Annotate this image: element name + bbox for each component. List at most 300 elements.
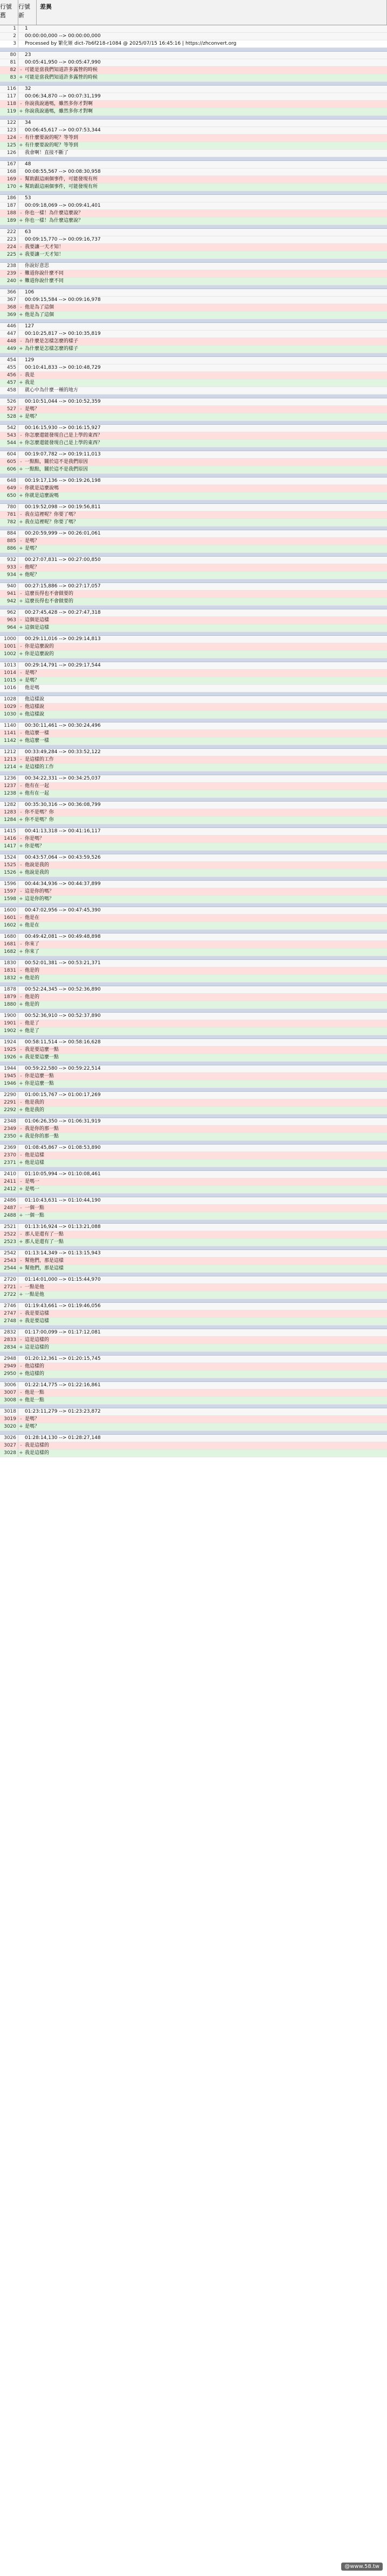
line-number: 3008 xyxy=(0,1397,18,1404)
diff-marker: - xyxy=(20,915,22,921)
diff-marker: + xyxy=(19,1371,23,1377)
line-text: 這個是這樣 xyxy=(25,617,50,623)
line-number: 2720 xyxy=(0,1276,18,1283)
diff-marker: + xyxy=(19,817,23,823)
diff-row xyxy=(0,135,387,142)
diff-marker: - xyxy=(20,1100,22,1105)
diff-marker: + xyxy=(19,1318,23,1324)
hunk-separator xyxy=(0,1246,387,1250)
diff-marker xyxy=(18,881,24,888)
diff-marker: + xyxy=(19,844,23,849)
diff-marker: + xyxy=(19,764,23,770)
line-text: 這是這樣的 xyxy=(25,1337,50,1343)
diff-marker xyxy=(18,59,24,66)
diff-row xyxy=(0,790,387,798)
line-text: 他這樣說 xyxy=(25,712,45,717)
line-number: 605 xyxy=(0,459,18,466)
line-text: 00:52:24,345 --> 00:52:36,890 xyxy=(25,987,101,992)
diff-marker xyxy=(18,1408,24,1415)
diff-marker xyxy=(18,1197,24,1204)
line-number: 1416 xyxy=(0,836,18,843)
line-text: 我會啊！直接不斷了 xyxy=(25,150,69,156)
diff-marker: - xyxy=(20,1337,22,1343)
line-number: 2348 xyxy=(0,1118,18,1125)
diff-row xyxy=(0,101,387,108)
diff-row xyxy=(0,1250,387,1258)
diff-marker xyxy=(18,127,24,134)
diff-row xyxy=(0,1107,387,1114)
line-number: 1001 xyxy=(0,643,18,650)
line-number: 2544 xyxy=(0,1265,18,1272)
line-text: 00:29:11,016 --> 00:29:14,813 xyxy=(25,636,101,642)
diff-row xyxy=(0,485,387,493)
line-number: 1925 xyxy=(0,1047,18,1054)
line-text: 00:19:52,098 --> 00:19:56,811 xyxy=(25,504,101,510)
line-text: 一點是他 xyxy=(25,1292,45,1297)
diff-row xyxy=(0,730,387,738)
line-number: 2832 xyxy=(0,1329,18,1336)
diff-row xyxy=(0,545,387,553)
diff-row xyxy=(0,1337,387,1344)
line-text: 是嗎一 xyxy=(25,1187,40,1192)
line-number: 606 xyxy=(0,466,18,473)
diff-row xyxy=(0,511,387,519)
diff-marker: + xyxy=(19,1134,23,1139)
diff-marker: - xyxy=(20,1126,22,1132)
line-number: 1946 xyxy=(0,1080,18,1087)
diff-marker: - xyxy=(20,1021,22,1026)
diff-row xyxy=(0,617,387,624)
diff-row xyxy=(0,1160,387,1167)
line-number: 528 xyxy=(0,413,18,420)
diff-row xyxy=(0,1126,387,1133)
diff-marker xyxy=(18,93,24,100)
diff-marker: - xyxy=(20,210,22,216)
diff-row xyxy=(0,1303,387,1310)
line-number: 1238 xyxy=(0,790,18,797)
line-text: 他是的 xyxy=(25,994,40,1000)
line-number: 3027 xyxy=(0,1442,18,1449)
line-number: 780 xyxy=(0,504,18,511)
diff-marker xyxy=(18,1039,24,1046)
diff-row xyxy=(0,357,387,364)
diff-column-header: 差異 xyxy=(37,0,387,25)
diff-marker: - xyxy=(20,512,22,517)
line-number: 542 xyxy=(0,425,18,432)
line-text: 我是 xyxy=(25,373,35,378)
diff-row xyxy=(0,1265,387,1273)
line-number: 222 xyxy=(0,229,18,236)
line-text: 你說我說過嗎，雖然多你才對啊 xyxy=(25,101,93,107)
diff-marker: + xyxy=(19,678,23,683)
hunk-separator xyxy=(0,1378,387,1382)
line-number: 941 xyxy=(0,591,18,598)
diff-row xyxy=(0,1450,387,1457)
line-text: 他這麼一樣 xyxy=(25,731,50,736)
line-number: 1682 xyxy=(0,949,18,956)
line-text: 你是嗎？ xyxy=(25,844,45,849)
line-text: 他是這樣 xyxy=(25,1153,45,1158)
diff-row xyxy=(0,59,387,67)
diff-row xyxy=(0,40,387,48)
line-text: 01:19:43,661 --> 01:19:46,056 xyxy=(25,1303,101,1309)
line-text: 34 xyxy=(25,120,31,125)
diff-marker: - xyxy=(20,101,22,107)
line-text: 00:10:51,044 --> 00:10:52,359 xyxy=(25,399,101,404)
line-number: 1926 xyxy=(0,1054,18,1061)
diff-marker: - xyxy=(20,731,22,736)
diff-row xyxy=(0,557,387,564)
line-number: 1142 xyxy=(0,738,18,745)
diff-marker: + xyxy=(19,870,23,875)
diff-marker: - xyxy=(20,757,22,762)
diff-row xyxy=(0,236,387,244)
diff-marker: - xyxy=(20,1047,22,1052)
line-text: 你不是嗎？你 xyxy=(25,817,54,823)
diff-row xyxy=(0,251,387,259)
line-text: 00:33:49,284 --> 00:33:52,122 xyxy=(25,749,101,755)
line-text: 01:10:43,631 --> 01:10:44,190 xyxy=(25,1198,101,1203)
line-text: 幫助跟這兩個事件，可能發現有所 xyxy=(25,184,98,189)
diff-marker xyxy=(18,1382,24,1389)
diff-marker: - xyxy=(20,942,22,947)
line-text: 我要讓一天才知！ xyxy=(25,252,64,257)
hunk-separator xyxy=(0,1352,387,1356)
line-number: 1014 xyxy=(0,670,18,677)
diff-row xyxy=(0,670,387,677)
line-text: 01:20:12,361 --> 01:20:15,745 xyxy=(25,1356,101,1361)
line-text: 你也一樣！為什麼這麼說？ xyxy=(25,210,84,216)
line-number: 1236 xyxy=(0,775,18,782)
line-number: 81 xyxy=(0,59,18,66)
diff-marker: - xyxy=(20,459,22,465)
hunk-separator xyxy=(0,1194,387,1197)
diff-marker: - xyxy=(20,305,22,310)
diff-marker xyxy=(18,960,24,967)
diff-marker: + xyxy=(19,712,23,717)
diff-row xyxy=(0,1028,387,1035)
diff-marker xyxy=(18,557,24,564)
diff-marker xyxy=(18,828,24,835)
diff-row xyxy=(0,609,387,617)
diff-marker xyxy=(18,1356,24,1363)
line-text: 00:34:22,331 --> 00:34:25,037 xyxy=(25,776,101,781)
diff-row xyxy=(0,1291,387,1299)
diff-row xyxy=(0,1001,387,1009)
line-text: 是嗎？ xyxy=(25,1416,40,1422)
line-number: 1602 xyxy=(0,922,18,929)
diff-marker xyxy=(18,478,24,485)
diff-row xyxy=(0,704,387,711)
diff-row xyxy=(0,624,387,632)
diff-marker xyxy=(18,52,24,59)
line-number: 224 xyxy=(0,244,18,251)
diff-row xyxy=(0,817,387,824)
line-text: 00:52:36,910 --> 00:52:37,890 xyxy=(25,1013,101,1019)
diff-marker: - xyxy=(20,1153,22,1158)
line-number: 3018 xyxy=(0,1408,18,1415)
diff-row xyxy=(0,1186,387,1194)
line-number: 118 xyxy=(0,101,18,108)
line-text: 你來了 xyxy=(25,942,40,947)
line-text: 00:10:41,833 --> 00:10:48,729 xyxy=(25,365,101,370)
diff-marker xyxy=(18,161,24,168)
line-number: 2721 xyxy=(0,1284,18,1291)
line-number: 1596 xyxy=(0,881,18,888)
diff-row xyxy=(0,1416,387,1423)
hunk-separator xyxy=(0,1220,387,1224)
line-number: 3006 xyxy=(0,1382,18,1389)
diff-row xyxy=(0,1310,387,1318)
diff-row xyxy=(0,1356,387,1363)
line-text: Processed by 繁化姬 dict-7b6f218-r1084 @ 2025/07/15 16:45:16 | https://zhconvert.org xyxy=(25,41,237,46)
line-number: 457 xyxy=(0,380,18,387)
line-number: 526 xyxy=(0,398,18,405)
diff-row xyxy=(0,120,387,127)
hunk-separator xyxy=(0,956,387,960)
line-text: 00:49:42,081 --> 00:49:48,898 xyxy=(25,934,101,939)
diff-row xyxy=(0,564,387,572)
diff-row xyxy=(0,862,387,869)
diff-marker: + xyxy=(19,312,23,318)
line-text: 01:10:05,994 --> 01:10:08,461 xyxy=(25,1171,101,1177)
diff-row xyxy=(0,210,387,217)
diff-row xyxy=(0,896,387,903)
diff-row xyxy=(0,304,387,312)
diff-marker: - xyxy=(20,1285,22,1290)
diff-marker: - xyxy=(20,862,22,868)
diff-marker xyxy=(18,425,24,432)
line-number: 2543 xyxy=(0,1258,18,1265)
diff-marker xyxy=(18,775,24,782)
diff-marker: - xyxy=(20,1311,22,1316)
hunk-separator xyxy=(0,353,387,357)
line-text: 他這樣的 xyxy=(25,1364,45,1369)
diff-marker xyxy=(18,86,24,93)
line-number: 543 xyxy=(0,432,18,439)
line-number: 1831 xyxy=(0,967,18,974)
diff-row xyxy=(0,915,387,922)
diff-marker xyxy=(18,120,24,127)
line-text: 我是這樣的 xyxy=(25,1450,50,1456)
hunk-separator xyxy=(0,903,387,907)
diff-row xyxy=(0,1092,387,1099)
diff-marker: - xyxy=(20,1179,22,1184)
line-number: 1924 xyxy=(0,1039,18,1046)
diff-row xyxy=(0,451,387,459)
line-text: 我在這裡呢？你要了嗎？ xyxy=(25,512,79,517)
line-number: 1680 xyxy=(0,933,18,940)
diff-marker xyxy=(18,297,24,304)
diff-row xyxy=(0,960,387,967)
diff-row xyxy=(0,1239,387,1246)
line-number: 648 xyxy=(0,478,18,485)
diff-marker: + xyxy=(19,651,23,657)
diff-row xyxy=(0,289,387,297)
line-number: 368 xyxy=(0,304,18,311)
diff-row xyxy=(0,591,387,598)
diff-row xyxy=(0,1099,387,1107)
diff-marker xyxy=(18,1250,24,1257)
line-number: 454 xyxy=(0,357,18,364)
line-text: 我要讓一天才知！ xyxy=(25,244,64,250)
diff-marker xyxy=(18,331,24,338)
line-number: 458 xyxy=(0,387,18,394)
diff-row xyxy=(0,888,387,896)
line-text: 00:19:17,136 --> 00:19:26,198 xyxy=(25,478,101,483)
diff-marker xyxy=(18,1118,24,1125)
line-text: 他這樣的 xyxy=(25,1371,45,1377)
line-text: 你也一樣！為什麼這麼說？ xyxy=(25,218,84,223)
diff-marker xyxy=(18,802,24,809)
diff-row xyxy=(0,1152,387,1160)
diff-row xyxy=(0,1205,387,1212)
diff-marker xyxy=(18,1276,24,1283)
line-text: 你來了 xyxy=(25,949,40,954)
line-text: 106 xyxy=(25,290,34,295)
hunk-separator xyxy=(0,1431,387,1435)
diff-row xyxy=(0,538,387,545)
diff-row xyxy=(0,108,387,116)
diff-marker: + xyxy=(19,184,23,189)
diff-marker: + xyxy=(19,1345,23,1350)
line-number: 1029 xyxy=(0,704,18,711)
line-number: 1598 xyxy=(0,896,18,903)
diff-marker xyxy=(18,907,24,914)
hunk-separator xyxy=(0,1035,387,1039)
hunk-separator xyxy=(0,658,387,662)
line-text: 00:09:15,584 --> 00:09:16,978 xyxy=(25,297,101,303)
line-text: 是這樣的工作 xyxy=(25,764,54,770)
diff-row xyxy=(0,1423,387,1431)
diff-row xyxy=(0,195,387,202)
diff-marker xyxy=(18,583,24,590)
diff-marker xyxy=(18,530,24,537)
line-text: 是這樣的工作 xyxy=(25,757,54,762)
line-number: 124 xyxy=(0,135,18,142)
diff-marker xyxy=(18,1171,24,1178)
diff-marker: - xyxy=(20,538,22,544)
line-number: 188 xyxy=(0,210,18,217)
hunk-separator xyxy=(0,421,387,425)
line-text: 這個是這樣 xyxy=(25,625,50,630)
diff-marker xyxy=(18,364,24,371)
line-text: 他是這樣 xyxy=(25,1160,45,1166)
diff-row xyxy=(0,398,387,406)
diff-row xyxy=(0,1212,387,1220)
diff-row xyxy=(0,74,387,82)
diff-marker: + xyxy=(19,467,23,472)
diff-row xyxy=(0,161,387,169)
line-text: 一點點，關於這不是我們原因 xyxy=(25,459,88,465)
line-number: 168 xyxy=(0,169,18,176)
hunk-separator xyxy=(0,447,387,451)
diff-row xyxy=(0,86,387,93)
diff-row xyxy=(0,881,387,888)
diff-marker: - xyxy=(20,67,22,73)
line-text: 你就是這麼說嗎 xyxy=(25,493,59,499)
line-number: 1237 xyxy=(0,783,18,790)
diff-row xyxy=(0,364,387,372)
hunk-separator xyxy=(0,1405,387,1408)
line-number: 455 xyxy=(0,364,18,371)
line-number: 2542 xyxy=(0,1250,18,1257)
line-text: 這麼長得也不會做要的 xyxy=(25,599,74,604)
line-number: 1901 xyxy=(0,1020,18,1027)
diff-marker: - xyxy=(20,271,22,276)
hunk-separator xyxy=(0,930,387,933)
diff-row xyxy=(0,1065,387,1073)
line-number: 2370 xyxy=(0,1152,18,1159)
diff-marker: + xyxy=(19,923,23,928)
line-text: 01:13:16,924 --> 01:13:21,088 xyxy=(25,1224,101,1230)
line-text: 他有在一起 xyxy=(25,791,50,796)
hunk-separator xyxy=(0,1114,387,1118)
line-number: 544 xyxy=(0,440,18,447)
line-number: 3019 xyxy=(0,1416,18,1423)
line-number: 2371 xyxy=(0,1160,18,1167)
hunk-separator xyxy=(0,1062,387,1065)
diff-marker: - xyxy=(20,1416,22,1422)
line-number: 1681 xyxy=(0,941,18,948)
line-text: 00:27:07,831 --> 00:27:00,850 xyxy=(25,557,101,563)
line-text: 你是嗎？ xyxy=(25,836,45,841)
diff-row xyxy=(0,387,387,395)
diff-marker: - xyxy=(20,591,22,596)
diff-row xyxy=(0,1020,387,1028)
diff-row xyxy=(0,1118,387,1126)
diff-marker xyxy=(18,662,24,669)
line-number: 1284 xyxy=(0,817,18,824)
hunk-separator xyxy=(0,259,387,263)
diff-marker xyxy=(18,854,24,861)
old-line-column-header: 行號 舊 xyxy=(0,0,18,25)
diff-marker: + xyxy=(19,1187,23,1192)
line-number: 2746 xyxy=(0,1303,18,1310)
diff-row xyxy=(0,685,387,692)
diff-row xyxy=(0,994,387,1001)
line-text: 00:10:25,817 --> 00:10:35,819 xyxy=(25,331,101,336)
line-text: 他呢？ xyxy=(25,572,40,578)
diff-row xyxy=(0,331,387,338)
line-text: 我是這樣的 xyxy=(25,1443,50,1448)
line-text: 你是這麼一點 xyxy=(25,1073,54,1079)
diff-row xyxy=(0,323,387,331)
diff-row xyxy=(0,756,387,764)
line-number: 1601 xyxy=(0,915,18,922)
line-text: 是嗎？ xyxy=(25,406,40,412)
diff-row xyxy=(0,1039,387,1047)
line-number: 940 xyxy=(0,583,18,590)
diff-marker: - xyxy=(20,617,22,623)
diff-marker xyxy=(18,636,24,643)
line-number: 934 xyxy=(0,572,18,579)
line-number: 456 xyxy=(0,372,18,379)
line-text: 是嗎？ xyxy=(25,1424,40,1429)
hunk-separator xyxy=(0,225,387,229)
diff-marker: + xyxy=(19,1398,23,1403)
line-number: 2487 xyxy=(0,1205,18,1212)
line-number: 1013 xyxy=(0,662,18,669)
diff-row xyxy=(0,636,387,643)
line-number: 1525 xyxy=(0,862,18,869)
diff-marker: - xyxy=(20,783,22,789)
line-number: 933 xyxy=(0,564,18,571)
line-number: 448 xyxy=(0,338,18,345)
line-number: 2349 xyxy=(0,1126,18,1133)
diff-marker xyxy=(18,722,24,729)
diff-row xyxy=(0,1318,387,1325)
